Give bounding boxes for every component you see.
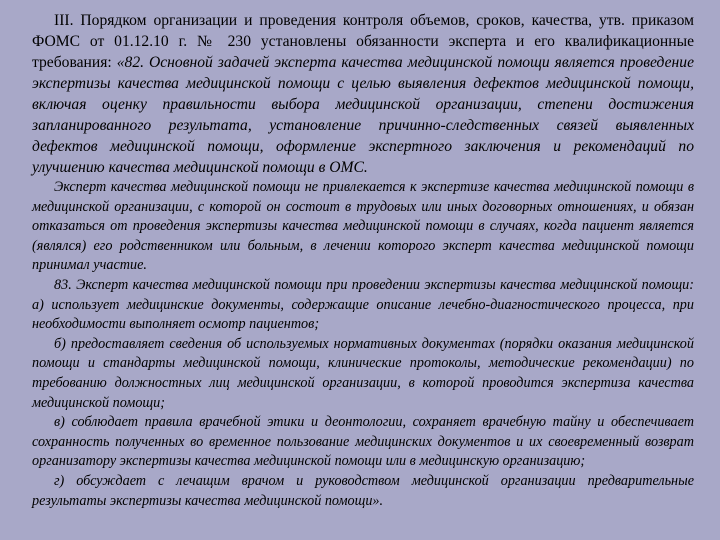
document-text bbox=[32, 10, 694, 511]
paragraph-point-83a: 83. Эксперт качества медицинской помощи при проведении экспертизы качества медицинской помощи: а) использует медицинские документы, содержащие описание лечебно-диагностического процесса, при необходимости выполняет осмотр пациентов; bbox=[32, 276, 694, 333]
intro-paragraph bbox=[32, 10, 694, 178]
quote-point-82: «82. Основной задачей эксперта качества медицинской помощи является проведение экспертизы качества медицинской помощи с целью выявления дефектов медицинской помощи, включая оценку правильности выбора медицинской организации, степени достижения запланированного результата, установление причинно-следственных связей выявленных дефектов медицинской помощи, оформление экспертного заключения и рекомендаций по улучшению качества медицинской помощи в ОМС. bbox=[32, 54, 694, 176]
paragraph-point-83c: в) соблюдает правила врачебной этики и деонтологии, сохраняет врачебную тайну и обеспечивает сохранность полученных во временное пользование медицинских документов и их своевременный возврат организатору экспертизы качества медицинской помощи или в медицинскую организацию; bbox=[32, 414, 694, 470]
paragraph-point-83b: б) предоставляет сведения об используемых нормативных документах (порядки оказания медицинской помощи и стандарты медицинской помощи, клинические протоколы, методические рекомендации) по требованию должностных лиц медицинской организации, в которой проводится экспертиза качества медицинской помощи; bbox=[32, 335, 694, 411]
intro-text: III. Порядком организации и проведения контроля объемов, сроков, качества, утв. приказом ФОМС от 01.12.10 г. № 230 установлены обязанности эксперта и его квалификационные требования: bbox=[32, 12, 694, 71]
paragraph-point-83d: г) обсуждает с лечащим врачом и руководством медицинской организации предварительные результаты экспертизы качества медицинской помощи». bbox=[32, 472, 694, 509]
paragraph-expert-restrictions: Эксперт качества медицинской помощи не привлекается к экспертизе качества медицинской помощи в медицинской организации, с которой он состоит в трудовых или иных договорных отношениях, и обязан отказаться от проведения экспертизы качества медицинской помощи в случаях, когда пациент является (являлся) его родственником или больным, в лечении которого эксперт качества медицинской помощи принимал участие. bbox=[32, 179, 694, 274]
